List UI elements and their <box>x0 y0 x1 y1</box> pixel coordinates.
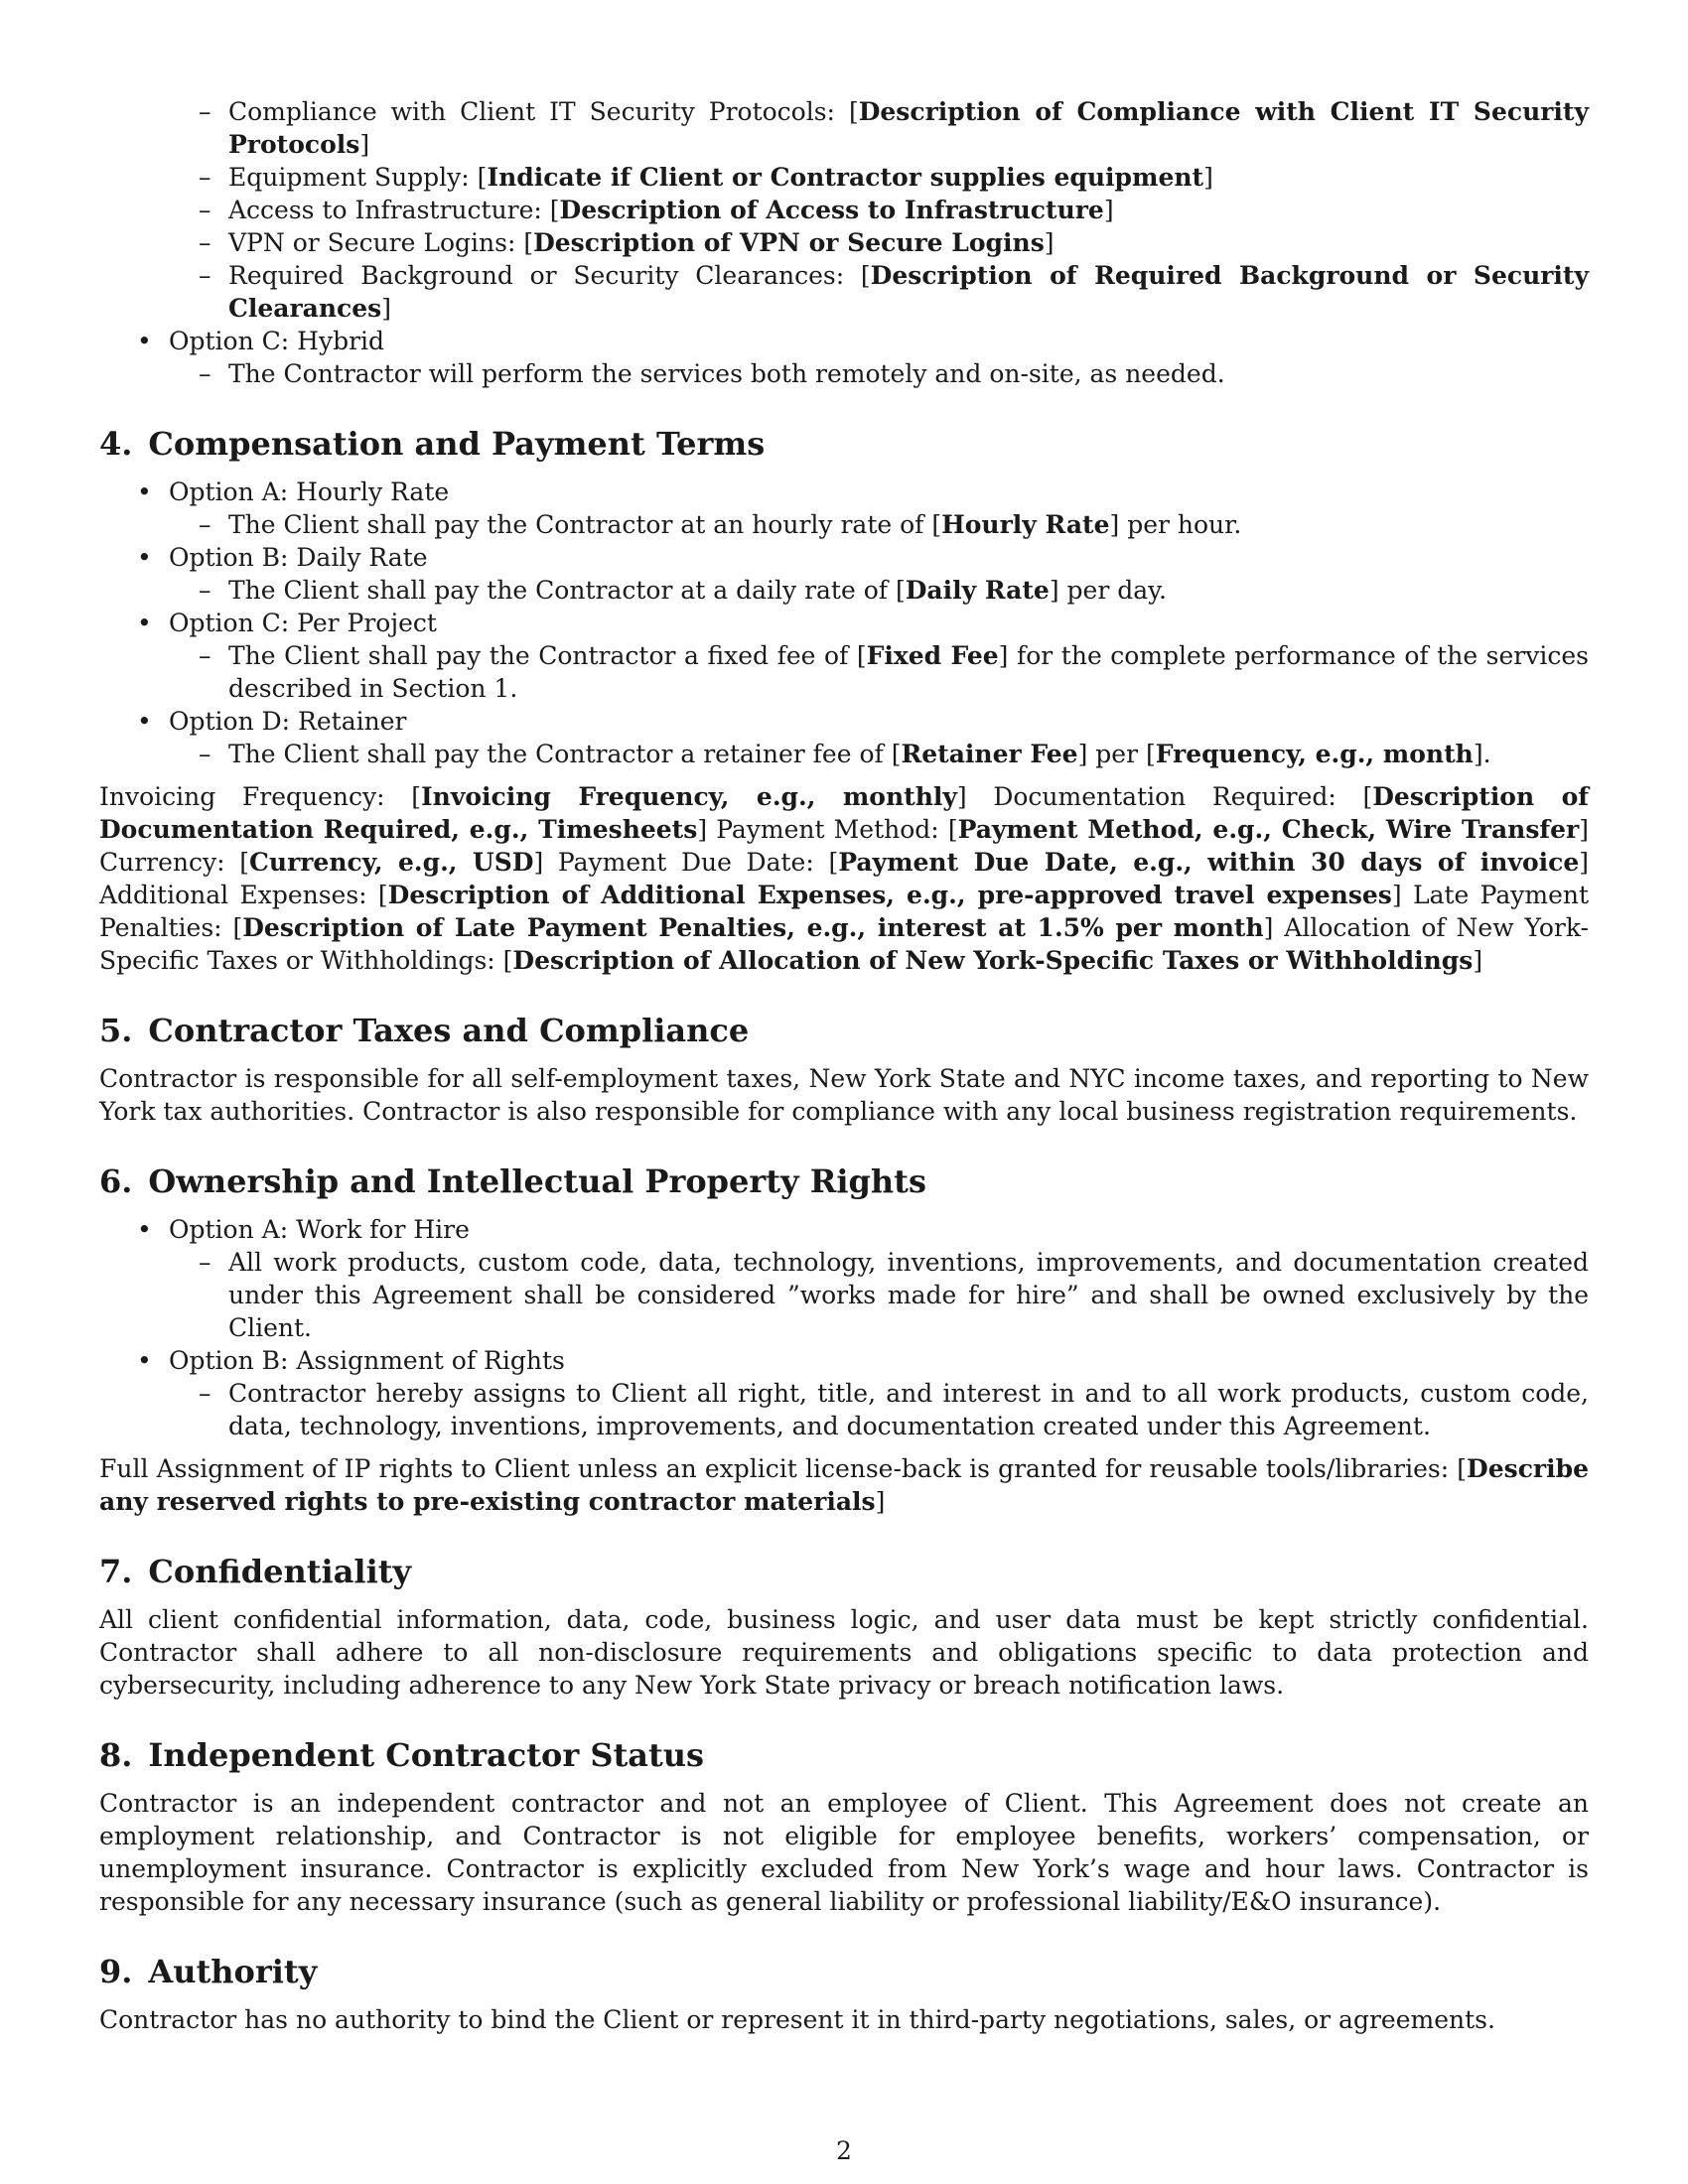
list-item: • Option A: Hourly Rate <box>137 478 450 506</box>
section-5-heading: 5. Contractor Taxes and Compliance <box>99 1012 750 1049</box>
list-item: • Option A: Work for Hire <box>137 1215 470 1244</box>
list-item: – Compliance with Client IT Security Protocols: [Description of Compliance with Client IT Security Protocols] <box>199 97 1590 159</box>
list-item: – Required Background or Security Clearances: [Description of Required Background or Security Clearances] <box>199 261 1590 323</box>
section-6-heading: 6. Ownership and Intellectual Property Rights <box>99 1162 926 1200</box>
section-8-body: Contractor is an independent contractor and not an employee of Client. This Agreement does not create an employment relationship, and Contractor is not eligible for employee benefits, workers’ compensation, or unemployment insurance. Contractor is explicitly excluded from New York’s wage and hour laws. Contractor is responsible for any necessary insurance (such as general liability or professional liability/E&O insurance). <box>99 1789 1589 1916</box>
list-item: – Contractor hereby assigns to Client all right, title, and interest in and to all work products, custom code, data, technology, inventions, improvements, and documentation created under this Agreement. <box>199 1379 1589 1440</box>
list-item: • Option C: Per Project <box>137 609 437 637</box>
ip-assignment-paragraph: Full Assignment of IP rights to Client unless an explicit license-back is granted for reusable tools/libraries: [Describe any reserved rights to pre-existing contractor materials] <box>99 1454 1589 1516</box>
payment-terms-paragraph: Invoicing Frequency: [Invoicing Frequency, e.g., monthly] Documentation Required: [Description of Documentation Required, e.g., Timesheets] Payment Method: [Payment Method, e.g., Check, Wire Transfer] Currency: [Currency, e.g., USD] Payment Due Date: [Payment Due Date, e.g., within 30 days of invoice] Additional Expenses: [Description of Additional Expenses, e.g., pre-approved travel expenses] Late Payment Penalties: [Description of Late Payment Penalties, e.g., interest at 1.5% per month] Allocation of New York-Specific Taxes or Withholdings: [Description of Allocation of New York-Specific Taxes or Withholdings] <box>99 782 1590 975</box>
section-9-heading: 9. Authority <box>99 1953 318 1990</box>
section-5-body: Contractor is responsible for all self-employment taxes, New York State and NYC income taxes, and reporting to New York tax authorities. Contractor is also responsible for compliance with any local business registration requirements. <box>99 1064 1589 1126</box>
list-item: – VPN or Secure Logins: [Description of VPN or Secure Logins] <box>199 228 1055 257</box>
list-item: – The Client shall pay the Contractor at an hourly rate of [Hourly Rate] per hour. <box>199 510 1242 539</box>
section-4-heading: 4. Compensation and Payment Terms <box>99 425 766 463</box>
list-item: • Option D: Retainer <box>137 707 407 736</box>
list-item: – The Contractor will perform the services both remotely and on-site, as needed. <box>199 359 1225 388</box>
list-item: • Option C: Hybrid <box>137 327 385 355</box>
list-item: – The Client shall pay the Contractor a fixed fee of [Fixed Fee] for the complete performance of the services described in Section 1. <box>199 641 1589 703</box>
section-8-heading: 8. Independent Contractor Status <box>99 1736 705 1774</box>
section-7-heading: 7. Confidentiality <box>99 1553 412 1590</box>
list-item: • Option B: Assignment of Rights <box>137 1346 565 1375</box>
section-3-continued-list <box>99 95 1589 390</box>
section-9-body: Contractor has no authority to bind the Client or represent it in third-party negotiations, sales, or agreements. <box>99 2005 1495 2034</box>
list-item: – The Client shall pay the Contractor a retainer fee of [Retainer Fee] per [Frequency, e.g., month]. <box>199 740 1491 768</box>
page-number: 2 <box>836 2136 852 2165</box>
list-item: – Access to Infrastructure: [Description of Access to Infrastructure] <box>199 196 1114 224</box>
list-item: – Equipment Supply: [Indicate if Client or Contractor supplies equipment] <box>199 163 1213 192</box>
section-7-body: All client confidential information, data, code, business logic, and user data must be kept strictly confidential. Contractor shall adhere to all non-disclosure requirements and obligations specific to data protection and cybersecurity, including adherence to any New York State privacy or breach notification laws. <box>99 1605 1589 1700</box>
list-item: – The Client shall pay the Contractor at a daily rate of [Daily Rate] per day. <box>199 576 1167 605</box>
list-item: – All work products, custom code, data, technology, inventions, improvements, and documentation created under this Agreement shall be considered ”works made for hire” and shall be owned exclusively by the Client. <box>199 1248 1589 1342</box>
section-6-options <box>99 1213 1589 1442</box>
list-item: • Option B: Daily Rate <box>137 543 428 572</box>
section-4-options <box>99 476 1589 770</box>
